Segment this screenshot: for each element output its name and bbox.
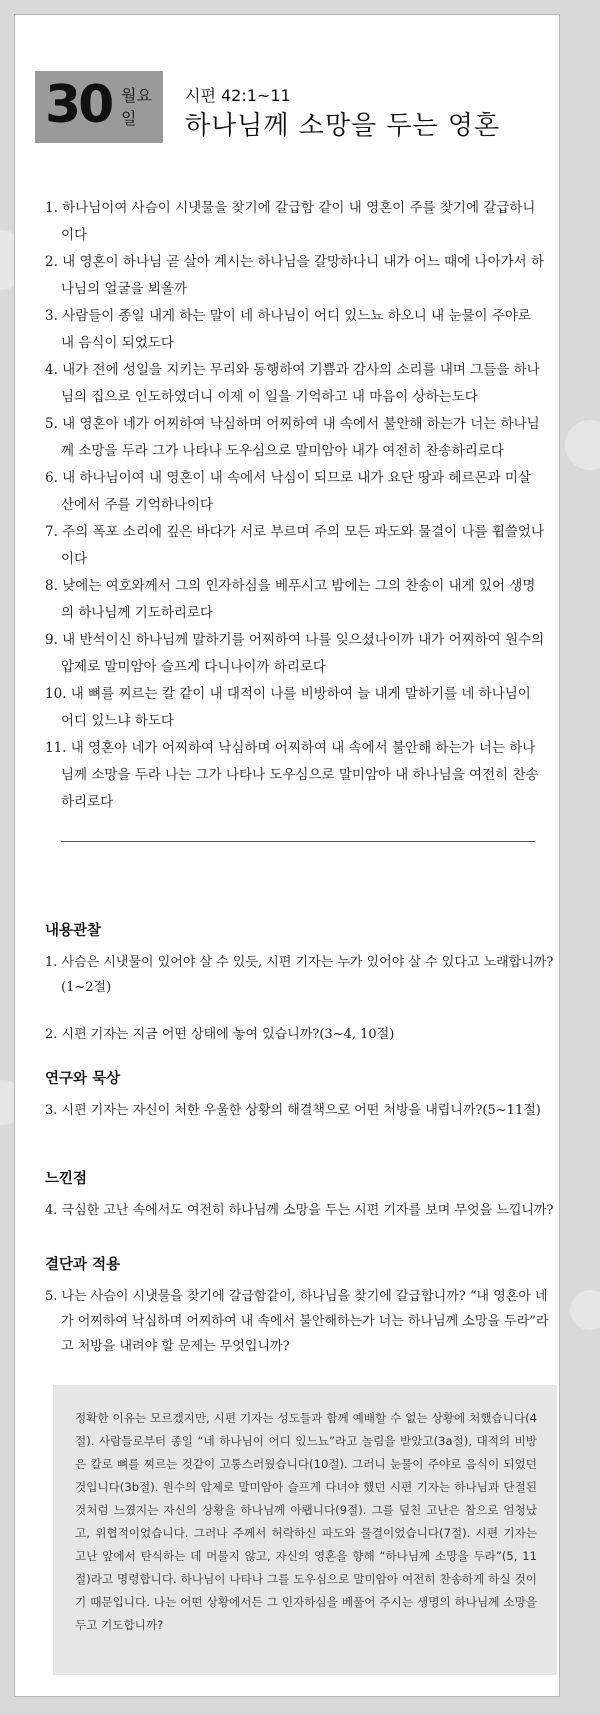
question: 3. 시편 기자는 자신이 처한 우울한 상황의 해결책으로 어떤 처방을 내립니까?(5~11절) [45, 1103, 541, 1118]
verse: 10. 내 뼈를 찌르는 칼 같이 내 대적이 나를 비방하여 늘 내게 말하기를 네 하나님이 어디 있느냐 하도다 [45, 686, 531, 729]
scripture-reference: 시편 42:1~11 [185, 86, 291, 105]
day-badge [35, 71, 163, 143]
day-number: 30 [45, 75, 112, 135]
verse: 7. 주의 폭포 소리에 깊은 바다가 서로 부르며 주의 모든 파도와 물결이 나를 휩쓸었나이다 [45, 524, 545, 567]
summary-box [53, 1385, 557, 1675]
verse: 3. 사람들이 종일 내게 하는 말이 네 하나님이 어디 있느뇨 하오니 내 눈물이 주야로 내 음식이 되었도다 [45, 308, 531, 351]
question: 2. 시편 기자는 지금 어떤 상태에 놓여 있습니까?(3~4, 10절) [45, 1027, 395, 1042]
question: 1. 사슴은 시냇물이 있어야 살 수 있듯, 시편 기자는 누가 있어야 살 수 있다고 노래합니까?(1~2절) [45, 955, 554, 995]
section-observation [45, 919, 555, 1047]
section-application [45, 1253, 555, 1359]
section-divider [61, 841, 535, 842]
verse: 6. 내 하나님이여 내 영혼이 내 속에서 낙심이 되므로 내가 요단 땅과 헤르몬과 미살 산에서 주를 기억하나이다 [45, 470, 531, 513]
verse: 5. 내 영혼아 네가 어찌하여 낙심하며 어찌하여 내 속에서 불안해 하는가 너는 하나님께 소망을 두라 그가 나타나 도우심으로 말미암아 내가 여전히 찬송하리로다 [45, 416, 540, 459]
background-flower [565, 420, 600, 470]
question: 4. 극심한 고난 속에서도 여전히 하나님께 소망을 두는 시편 기자를 보며 무엇을 느낍니까? [45, 1203, 554, 1218]
verse-list [45, 195, 545, 816]
verse: 11. 내 영혼아 네가 어찌하여 낙심하며 어찌하여 내 속에서 불안해 하는가 너는 하나님께 소망을 두라 나는 그가 나타나 도우심으로 말미암아 내 하나님을 여전히 찬송하리로다 [45, 740, 539, 810]
summary-text: 정확한 이유는 모르겠지만, 시편 기자는 성도들과 함께 예배할 수 없는 상황에 처했습니다(4절). 사람들로부터 종일 “네 하나님이 어디 있느뇨”라고 놀림을 받았고(3a절), 대적의 비방은 칼로 뼈를 찌르는 것같이 고통스러웠습니다(10절). 그러니 눈물이 주야로 음식이 되었던 것입니다(3b절). 원수의 압제로 말미암아 슬프게 다녀야 했던 시편 기자는 하나님과 단절된 것처럼 느꼈지는 자신의 상황을 하나님께 아뢥니다(9절). 그를 덮친 고난은 참으로 엄청났고, 위협적이었습니다. 그러나 주께서 허락하신 파도와 물결이었습니다(7절). 시편 기자는 고난 앞에서 탄식하는 데 머물지 않고, 자신의 영혼을 향해 “하나님께 소망을 두라”(5, 11절)라고 명령합니다. 하나님이 나타나 그를 도우심으로 말미암아 여전히 찬송하게 하실 것이기 때문입니다. 나는 어떤 상황에서든 그 인자하심을 베풀어 주시는 생명의 하나님께 소망을 두고 기도합니까? [75, 1411, 537, 1632]
devotional-page [14, 14, 560, 1697]
page-title: 하나님께 소망을 두는 영혼 [185, 111, 501, 141]
page-header [35, 61, 555, 151]
section-title: 연구와 묵상 [45, 1071, 121, 1087]
section-study-meditation [45, 1067, 555, 1123]
section-title: 내용관찰 [45, 923, 102, 939]
verse: 9. 내 반석이신 하나님께 말하기를 어찌하여 나를 잊으셨나이까 내가 어찌하여 원수의 압제로 말미암아 슬프게 다니나이까 하리로다 [45, 632, 545, 675]
verse: 8. 낮에는 여호와께서 그의 인자하심을 베푸시고 밤에는 그의 찬송이 내게 있어 생명의 하나님께 기도하리로다 [45, 578, 536, 621]
verse: 1. 하나님이여 사슴이 시냇물을 찾기에 갈급함 같이 내 영혼이 주를 찾기에 갈급하니이다 [45, 200, 536, 243]
section-reflection [45, 1167, 555, 1223]
background-flower [570, 1290, 600, 1330]
verse: 4. 내가 전에 성일을 지키는 무리와 동행하여 기쁨과 감사의 소리를 내며 그들을 하나님의 집으로 인도하였더니 이제 이 일을 기억하고 내 마음이 상하는도다 [45, 362, 540, 405]
section-title: 결단과 적용 [45, 1257, 121, 1273]
verse: 2. 내 영혼이 하나님 곧 살아 계시는 하나님을 갈망하나니 내가 어느 때에 나아가서 하나님의 얼굴을 뵈올까 [45, 254, 545, 297]
section-title: 느낀점 [45, 1171, 88, 1187]
question: 5. 나는 사슴이 시냇물을 찾기에 갈급함같이, 하나님을 찾기에 갈급합니까? “내 영혼아 네가 어찌하여 낙심하며 어찌하여 내 속에서 불안해하는가 너는 하나님께 소망을 두라”라고 처방을 내려야 할 문제는 무엇입니까? [45, 1289, 549, 1354]
day-label: 월요일 [121, 86, 152, 128]
